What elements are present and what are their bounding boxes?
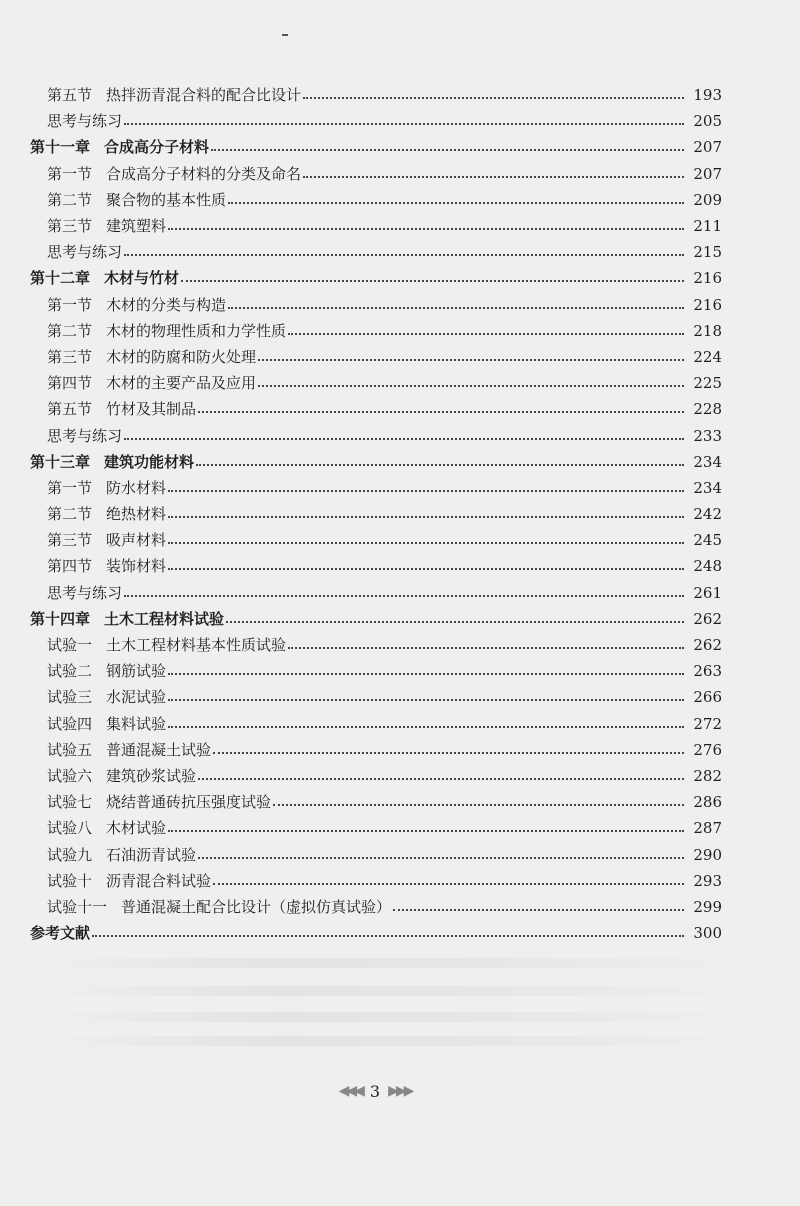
toc-page-number: 233 xyxy=(693,426,722,445)
toc-entry-title: 土木工程材料基本性质试验 xyxy=(106,636,287,655)
dot-leader xyxy=(226,621,684,623)
toc-page-number: 218 xyxy=(693,321,722,340)
toc-entry-label: 第二节 xyxy=(47,505,93,524)
dot-leader xyxy=(168,490,684,492)
toc-section-row xyxy=(30,161,722,187)
toc-page-number: 193 xyxy=(693,86,722,105)
toc-entry-label: 第一节 xyxy=(47,295,93,314)
dot-leader xyxy=(168,228,684,230)
right-ornament-icon: ▶▶▶ xyxy=(388,1083,412,1099)
top-mark xyxy=(282,34,288,36)
toc-page-number: 211 xyxy=(693,217,722,236)
dot-leader xyxy=(213,883,684,885)
toc-section-row xyxy=(30,370,722,396)
dot-leader xyxy=(124,595,684,597)
toc-entry-title: 木材的物理性质和力学性质 xyxy=(106,321,287,340)
dot-leader xyxy=(228,307,684,309)
toc-page-number: 290 xyxy=(693,845,722,864)
dot-leader xyxy=(168,516,684,518)
toc-entry-label: 第五节 xyxy=(47,86,93,105)
toc-section-row xyxy=(30,527,722,553)
toc-exercise-row xyxy=(30,239,722,265)
dot-leader xyxy=(211,149,684,151)
dot-leader xyxy=(288,333,684,335)
toc-entry-title: 集料试验 xyxy=(106,714,167,733)
toc-section-row xyxy=(30,82,722,108)
toc-entry-label: 第十一章 xyxy=(30,138,91,157)
toc-entry-title: 参考文献 xyxy=(30,924,91,943)
dot-leader xyxy=(213,752,684,754)
toc-chapter-row xyxy=(30,920,722,946)
toc-entry-title: 钢筋试验 xyxy=(106,662,167,681)
toc-section-row xyxy=(30,632,722,658)
toc-chapter-row xyxy=(30,134,722,160)
toc-page-number: 224 xyxy=(693,347,722,366)
toc-chapter-row xyxy=(30,606,722,632)
toc-entry-label: 第四节 xyxy=(47,557,93,576)
dot-leader xyxy=(124,254,684,256)
toc-section-row xyxy=(30,292,722,318)
toc-page-number: 261 xyxy=(693,583,722,602)
toc-page-number: 209 xyxy=(693,190,722,209)
dot-leader xyxy=(303,97,684,99)
toc-section-row xyxy=(30,213,722,239)
toc-page-number: 272 xyxy=(693,714,722,733)
toc-entry-title: 装饰材料 xyxy=(106,557,167,576)
toc-entry-title: 土木工程材料试验 xyxy=(104,609,225,628)
toc-entry-title: 木材试验 xyxy=(106,819,167,838)
toc-page-number: 234 xyxy=(693,452,722,471)
toc-page-number: 228 xyxy=(693,400,722,419)
dot-leader xyxy=(168,830,684,832)
toc-entry-title: 普通混凝土试验 xyxy=(106,740,212,759)
toc-page-number: 266 xyxy=(693,688,722,707)
toc-exercise-row xyxy=(30,422,722,448)
toc-entry-title: 思考与练习 xyxy=(47,112,123,131)
toc-entry-title: 建筑塑料 xyxy=(106,217,167,236)
toc-entry-label: 第二节 xyxy=(47,190,93,209)
dot-leader xyxy=(124,123,684,125)
dot-leader xyxy=(393,909,684,911)
toc-exercise-row xyxy=(30,108,722,134)
toc-section-row xyxy=(30,868,722,894)
toc-page-number: 215 xyxy=(693,243,722,262)
toc-entry-label: 试验六 xyxy=(47,766,93,785)
dot-leader xyxy=(168,699,684,701)
toc-section-row xyxy=(30,187,722,213)
toc-entry-label: 第十四章 xyxy=(30,609,91,628)
toc-section-row xyxy=(30,318,722,344)
toc-entry-label: 试验七 xyxy=(47,793,93,812)
toc-entry-title: 木材的防腐和防火处理 xyxy=(106,347,257,366)
dot-leader xyxy=(168,568,684,570)
toc-entry-label: 试验九 xyxy=(47,845,93,864)
toc-entry-label: 第三节 xyxy=(47,347,93,366)
dot-leader xyxy=(168,673,684,675)
toc-entry-label: 试验一 xyxy=(47,636,93,655)
toc-section-row xyxy=(30,894,722,920)
dot-leader xyxy=(196,464,684,466)
toc-section-row xyxy=(30,684,722,710)
dot-leader xyxy=(228,202,684,204)
toc-page-number: 287 xyxy=(693,819,722,838)
toc-page-number: 263 xyxy=(693,662,722,681)
dot-leader xyxy=(258,359,684,361)
toc-page-number: 293 xyxy=(693,871,722,890)
toc-entry-label: 第一节 xyxy=(47,478,93,497)
show-through-line xyxy=(40,958,760,968)
toc-entry-label: 第四节 xyxy=(47,374,93,393)
toc-section-row xyxy=(30,789,722,815)
toc-entry-label: 试验四 xyxy=(47,714,93,733)
toc-section-row xyxy=(30,815,722,841)
toc-page-number: 216 xyxy=(693,269,722,288)
toc-section-row xyxy=(30,658,722,684)
show-through-line xyxy=(40,1012,760,1022)
toc-entry-title: 绝热材料 xyxy=(106,505,167,524)
toc-entry-label: 第一节 xyxy=(47,164,93,183)
toc-page-number: 205 xyxy=(693,112,722,131)
toc-page-number: 299 xyxy=(693,897,722,916)
dot-leader xyxy=(288,647,684,649)
dot-leader xyxy=(168,726,684,728)
toc-entry-title: 思考与练习 xyxy=(47,426,123,445)
toc-chapter-row xyxy=(30,265,722,291)
toc-entry-title: 水泥试验 xyxy=(106,688,167,707)
dot-leader xyxy=(258,385,684,387)
toc-entry-title: 建筑砂浆试验 xyxy=(106,766,197,785)
toc-entry-title: 木材与竹材 xyxy=(104,269,180,288)
toc-entry-title: 普通混凝土配合比设计（虚拟仿真试验） xyxy=(121,897,392,916)
toc-chapter-row xyxy=(30,449,722,475)
toc-entry-label: 第十三章 xyxy=(30,452,91,471)
toc-page-number: 276 xyxy=(693,740,722,759)
toc-section-row xyxy=(30,737,722,763)
toc-entry-title: 吸声材料 xyxy=(106,531,167,550)
toc-entry-title: 木材的主要产品及应用 xyxy=(106,374,257,393)
toc-page-number: 245 xyxy=(693,531,722,550)
toc-section-row xyxy=(30,763,722,789)
toc-page-number: 262 xyxy=(693,609,722,628)
toc-page-number: 216 xyxy=(693,295,722,314)
toc-page-number: 207 xyxy=(693,164,722,183)
dot-leader xyxy=(124,438,684,440)
dot-leader xyxy=(303,176,684,178)
toc-section-row xyxy=(30,841,722,867)
dot-leader xyxy=(198,778,684,780)
toc-entry-title: 沥青混合料试验 xyxy=(106,871,212,890)
table-of-contents xyxy=(30,82,722,946)
toc-section-row xyxy=(30,711,722,737)
show-through-line xyxy=(40,1036,760,1046)
toc-entry-title: 思考与练习 xyxy=(47,243,123,262)
toc-section-row xyxy=(30,475,722,501)
toc-page-number: 225 xyxy=(693,374,722,393)
toc-page-number: 262 xyxy=(693,636,722,655)
page-footer xyxy=(320,1078,430,1104)
dot-leader xyxy=(273,804,684,806)
toc-page-number: 207 xyxy=(693,138,722,157)
toc-entry-label: 试验五 xyxy=(47,740,93,759)
toc-page-number: 234 xyxy=(693,478,722,497)
dot-leader xyxy=(181,280,684,282)
toc-entry-title: 热拌沥青混合料的配合比设计 xyxy=(106,86,302,105)
toc-page-number: 286 xyxy=(693,793,722,812)
toc-entry-title: 思考与练习 xyxy=(47,583,123,602)
toc-page-number: 248 xyxy=(693,557,722,576)
dot-leader xyxy=(198,857,684,859)
toc-entry-label: 第五节 xyxy=(47,400,93,419)
toc-entry-label: 试验八 xyxy=(47,819,93,838)
page-number: 3 xyxy=(369,1081,381,1101)
toc-entry-title: 建筑功能材料 xyxy=(104,452,195,471)
toc-section-row xyxy=(30,396,722,422)
toc-entry-title: 合成高分子材料的分类及命名 xyxy=(106,164,302,183)
toc-entry-title: 防水材料 xyxy=(106,478,167,497)
show-through-line xyxy=(40,986,760,996)
dot-leader xyxy=(168,542,684,544)
toc-page-number: 300 xyxy=(693,924,722,943)
toc-entry-label: 第十二章 xyxy=(30,269,91,288)
toc-page-number: 242 xyxy=(693,505,722,524)
toc-entry-title: 合成高分子材料 xyxy=(104,138,210,157)
toc-entry-label: 试验十 xyxy=(47,871,93,890)
toc-section-row xyxy=(30,553,722,579)
toc-entry-label: 试验二 xyxy=(47,662,93,681)
toc-entry-title: 烧结普通砖抗压强度试验 xyxy=(106,793,272,812)
toc-entry-label: 试验三 xyxy=(47,688,93,707)
toc-entry-label: 试验十一 xyxy=(47,897,108,916)
dot-leader xyxy=(198,411,684,413)
toc-section-row xyxy=(30,344,722,370)
toc-entry-title: 聚合物的基本性质 xyxy=(106,190,227,209)
dot-leader xyxy=(92,935,684,937)
toc-entry-label: 第三节 xyxy=(47,217,93,236)
toc-entry-label: 第三节 xyxy=(47,531,93,550)
toc-page-number: 282 xyxy=(693,766,722,785)
toc-entry-title: 木材的分类与构造 xyxy=(106,295,227,314)
toc-entry-title: 石油沥青试验 xyxy=(106,845,197,864)
left-ornament-icon: ◀◀◀ xyxy=(338,1083,362,1099)
toc-section-row xyxy=(30,501,722,527)
toc-entry-label: 第二节 xyxy=(47,321,93,340)
toc-entry-title: 竹材及其制品 xyxy=(106,400,197,419)
toc-exercise-row xyxy=(30,580,722,606)
